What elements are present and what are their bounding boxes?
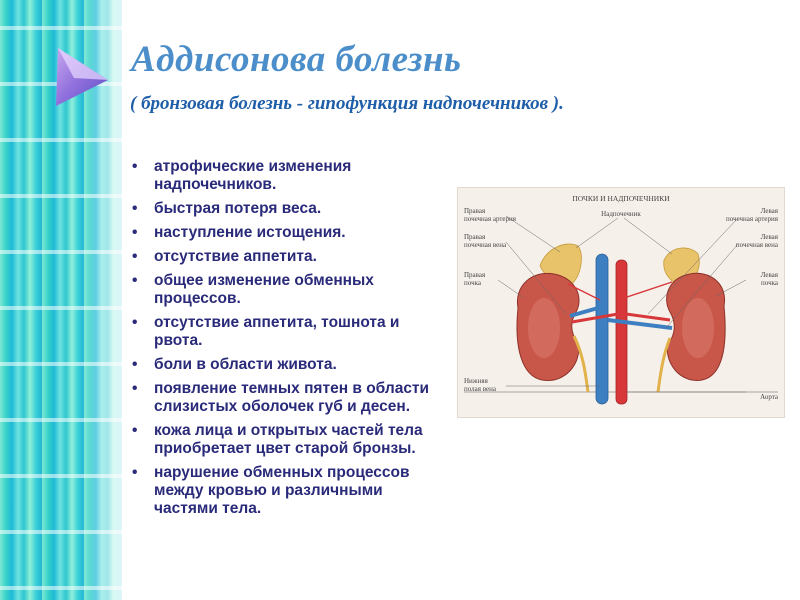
bullet-icon: • xyxy=(132,200,138,217)
list-item xyxy=(130,464,450,518)
label-left-renal-artery-line1: Левая xyxy=(760,207,778,215)
bullet-icon: • xyxy=(132,272,138,289)
list-item-text: атрофические изменения надпочечников. xyxy=(154,158,352,193)
list-item xyxy=(130,158,450,194)
vena-cava xyxy=(596,254,608,404)
list-item-text: отсутствие аппетита, тошнота и рвота. xyxy=(154,314,400,349)
label-right-renal-artery-line2: почечная артерия xyxy=(464,215,517,223)
bullet-icon: • xyxy=(132,380,138,397)
list-item xyxy=(130,248,450,266)
slide-subtitle: ( бронзовая болезнь - гипофункция надпочечников ). xyxy=(130,93,564,114)
label-left-kidney-line2: почка xyxy=(761,279,778,287)
left-adrenal-artery xyxy=(624,282,672,298)
list-item xyxy=(130,380,450,416)
bullet-icon: • xyxy=(132,224,138,241)
list-item xyxy=(130,356,450,374)
kidney-adrenal-diagram xyxy=(457,187,785,418)
slide-title: Аддисонова болезнь xyxy=(131,39,462,80)
list-item xyxy=(130,272,450,308)
list-item xyxy=(130,200,450,218)
right-kidney-highlight xyxy=(528,298,560,358)
bullet-icon: • xyxy=(132,422,138,439)
figure-heading: ПОЧКИ И НАДПОЧЕЧНИКИ xyxy=(572,194,670,203)
triangle-icon xyxy=(52,44,112,110)
label-right-kidney-line1: Правая xyxy=(464,271,486,279)
label-right-renal-vein-line1: Правая xyxy=(464,233,486,241)
left-ureter xyxy=(658,338,670,392)
label-vena-cava-line2: полая вена xyxy=(464,385,496,393)
bullet-icon: • xyxy=(132,158,138,175)
anatomy-illustration xyxy=(458,188,784,417)
list-item-text: кожа лица и открытых частей тела приобретает цвет старой бронзы. xyxy=(154,422,423,457)
label-left-renal-vein-line1: Левая xyxy=(760,233,778,241)
label-adrenal: Надпочечник xyxy=(601,210,641,218)
bullet-icon: • xyxy=(132,356,138,373)
label-vena-cava-line1: Нижняя xyxy=(464,377,488,385)
left-kidney-highlight xyxy=(682,298,714,358)
list-item-text: отсутствие аппетита. xyxy=(154,248,317,265)
list-item xyxy=(130,314,450,350)
list-item-text: появление темных пятен в области слизистых оболочек губ и десен. xyxy=(154,380,430,415)
list-item-text: быстрая потеря веса. xyxy=(154,200,322,217)
label-left-kidney-line1: Левая xyxy=(760,271,778,279)
left-renal-artery xyxy=(626,314,670,320)
label-left-renal-artery-line2: почечная артерия xyxy=(725,215,778,223)
label-right-renal-vein-line2: почечная вена xyxy=(464,241,507,249)
list-item-text: наступление истощения. xyxy=(154,224,346,241)
bullet-icon: • xyxy=(132,314,138,331)
label-right-renal-artery-line1: Правая xyxy=(464,207,486,215)
list-item-text: нарушение обменных процессов между кровью и различными частями тела. xyxy=(154,464,410,517)
list-item-text: общее изменение обменных процессов. xyxy=(154,272,374,307)
bullet-icon: • xyxy=(132,464,138,481)
symptom-list xyxy=(130,158,450,524)
label-aorta: Аорта xyxy=(760,393,778,401)
list-item xyxy=(130,422,450,458)
label-right-kidney-line2: почка xyxy=(464,279,481,287)
list-item-text: боли в области живота. xyxy=(154,356,337,373)
bullet-icon: • xyxy=(132,248,138,265)
aorta xyxy=(616,260,627,404)
list-item xyxy=(130,224,450,242)
label-left-renal-vein-line2: почечная вена xyxy=(735,241,778,249)
